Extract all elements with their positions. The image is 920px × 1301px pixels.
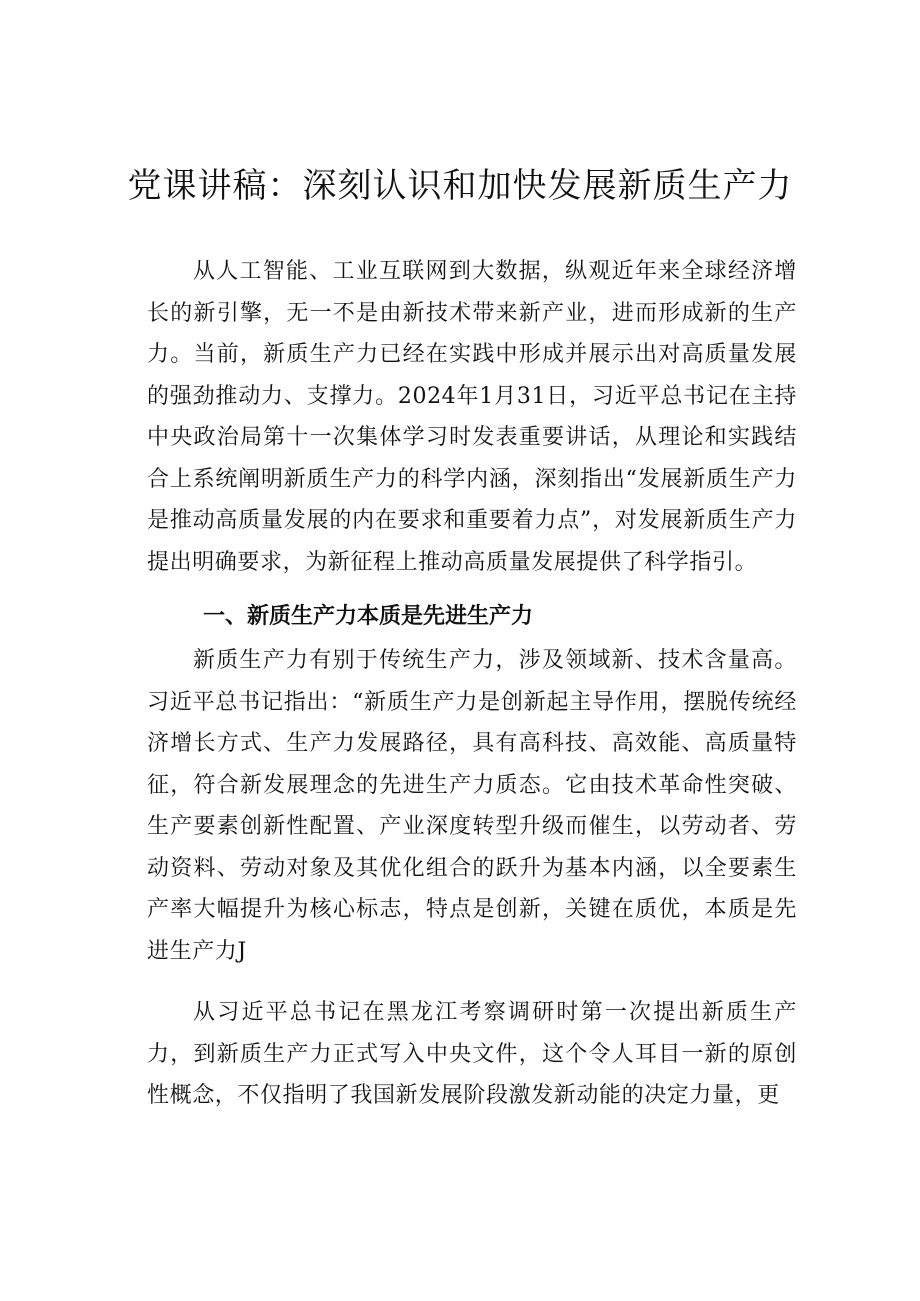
paragraph-section-1-continued: 从习近平总书记在黑龙江考察调研时第一次提出新质生产力，到新质生产力正式写入中央文件，这个令人耳目一新的原创性概念，不仅指明了我国新发展阶段激发新动能的决定力量，更 xyxy=(147,1000,797,1108)
section-heading-1: 一、新质生产力本质是先进生产力 xyxy=(203,604,534,629)
document-title: 党课讲稿：深刻认识和加快发展新质生产力 xyxy=(127,166,793,206)
paragraph-intro: 从人工智能、工业互联网到大数据，纵观近年来全球经济增长的新引擎，无一不是由新技术带来新产业，进而形成新的生产力。当前，新质生产力已经在实践中形成并展示出对高质量发展的强劲推动力、支撑力。2024年1月31日，习近平总书记在主持中央政治局第十一次集体学习时发表重要讲话，从理论和实践结合上系统阐明新质生产力的科学内涵，深刻指出“发展新质生产力是推动高质量发展的内在要求和重要着力点”，对发展新质生产力提出明确要求，为新征程上推动高质量发展提供了科学指引。 xyxy=(147,259,797,575)
paragraph-section-1: 新质生产力有别于传统生产力，涉及领域新、技术含量高。习近平总书记指出：“新质生产力是创新起主导作用，摆脱传统经济增长方式、生产力发展路径，具有高科技、高效能、高质量特征，符合新发展理念的先进生产力质态。它由技术革命性突破、生产要素创新性配置、产业深度转型升级而催生，以劳动者、劳动资料、劳动对象及其优化组合的跃升为基本内涵，以全要素生产率大幅提升为核心标志，特点是创新，关键在质优，本质是先进生产力J xyxy=(147,648,797,964)
